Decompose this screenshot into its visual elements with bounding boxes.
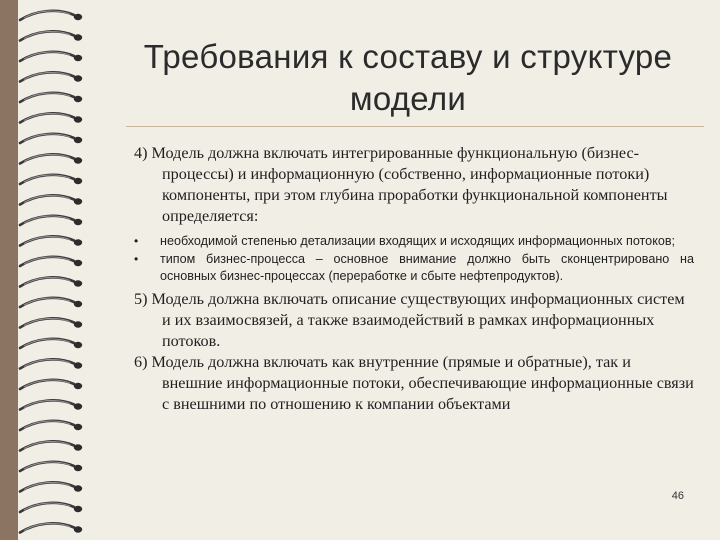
binding-ring-icon (20, 216, 82, 225)
binding-ring-icon (20, 236, 82, 245)
requirement-5: 5) Модель должна включать описание существующих информационных систем и их взаимосвязей, а также взаимодействий в рамках информационных потоков. (134, 290, 685, 350)
binding-ring-icon (20, 462, 82, 471)
bullet-text: необходимой степенью детализации входящих и исходящих информационных потоков; (160, 234, 676, 248)
binding-ring-icon (20, 523, 82, 532)
slide-title: Требования к составу и структуре модели (143, 38, 673, 117)
bullet-icon: • (134, 252, 139, 266)
binding-ring-icon (20, 400, 82, 409)
binding-ring-icon (20, 93, 82, 102)
spiral-binding-decoration (18, 0, 98, 540)
binding-ring-icon (20, 195, 82, 204)
binding-ring-icon (20, 257, 82, 266)
binding-ring-icon (20, 503, 82, 512)
binding-ring-icon (20, 339, 82, 348)
title-divider (126, 126, 704, 127)
requirement-4: 4) Модель должна включать интегрированные функциональную (бизнес-процессы) и информационную (собственно, информационные потоки) компоненты, при этом глубина проработки функциональной компоненты определяется: (134, 144, 668, 225)
binding-ring-icon (20, 482, 82, 491)
slide-content (134, 143, 694, 415)
bullet-list (134, 233, 694, 285)
binding-ring-icon (20, 298, 82, 307)
binding-ring-icon (20, 359, 82, 368)
binding-ring-icon (20, 113, 82, 122)
binding-ring-icon (20, 380, 82, 389)
bullet-icon: • (134, 234, 139, 248)
bullet-text: типом бизнес-процесса – основное внимание должно быть сконцентрировано на основных бизнес-процессах (переработке и сбыте нефтепродуктов). (160, 252, 694, 283)
binding-ring-icon (20, 11, 82, 20)
binding-ring-icon (20, 134, 82, 143)
binding-ring-icon (20, 441, 82, 450)
binding-ring-icon (20, 72, 82, 81)
slide (18, 0, 720, 540)
page-number: 46 (671, 490, 684, 502)
binding-ring-icon (20, 175, 82, 184)
bullet-item (134, 233, 694, 250)
requirement-6: 6) Модель должна включать как внутренние (прямые и обратные), так и внешние информационные потоки, обеспечивающие информационные связи с внешними по отношению к компании объектами (134, 353, 694, 413)
binding-ring-icon (20, 154, 82, 163)
binding-ring-icon (20, 31, 82, 40)
bullet-item (134, 251, 694, 285)
binding-ring-icon (20, 421, 82, 430)
binding-ring-icon (20, 52, 82, 61)
binding-ring-icon (20, 318, 82, 327)
binding-ring-icon (20, 277, 82, 286)
